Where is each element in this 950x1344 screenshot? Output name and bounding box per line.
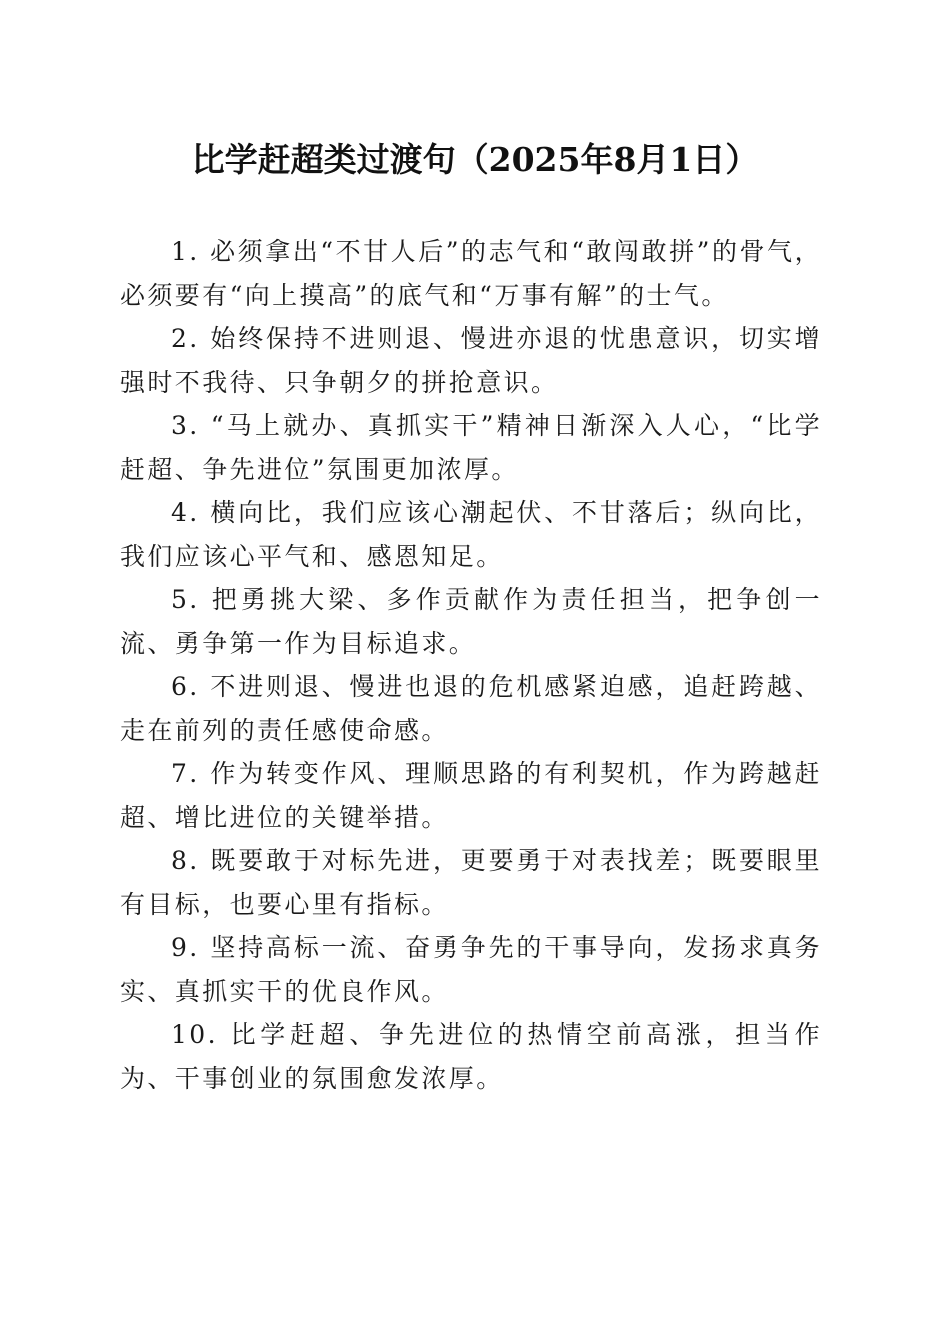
paragraph-9: 9. 坚持高标一流、奋勇争先的干事导向，发扬求真务实、真抓实干的优良作风。 [120,933,822,1006]
document-body [120,230,822,1100]
paragraph-1: 1. 必须拿出“不甘人后”的志气和“敢闯敢拼”的骨气，必须要有“向上摸高”的底气和“万事有解”的士气。 [120,237,822,310]
paragraph-5: 5. 把勇挑大梁、多作贡献作为责任担当，把争创一流、勇争第一作为目标追求。 [120,585,822,658]
paragraph-6: 6. 不进则退、慢进也退的危机感紧迫感，追赶跨越、走在前列的责任感使命感。 [120,672,822,745]
paragraph-7: 7. 作为转变作风、理顺思路的有利契机，作为跨越赶超、增比进位的关键举措。 [120,759,822,832]
document-title: 比学赶超类过渡句（2025年8月1日） [191,140,759,179]
paragraph-8: 8. 既要敢于对标先进，更要勇于对表找差；既要眼里有目标，也要心里有指标。 [120,846,822,919]
paragraph-2: 2. 始终保持不进则退、慢进亦退的忧患意识，切实增强时不我待、只争朝夕的拼抢意识。 [120,324,822,397]
paragraph-3: 3. “马上就办、真抓实干”精神日渐深入人心，“比学赶超、争先进位”氛围更加浓厚。 [120,411,822,484]
paragraph-10: 10. 比学赶超、争先进位的热情空前高涨，担当作为、干事创业的氛围愈发浓厚。 [120,1020,822,1093]
paragraph-4: 4. 横向比，我们应该心潮起伏、不甘落后；纵向比，我们应该心平气和、感恩知足。 [120,498,822,571]
